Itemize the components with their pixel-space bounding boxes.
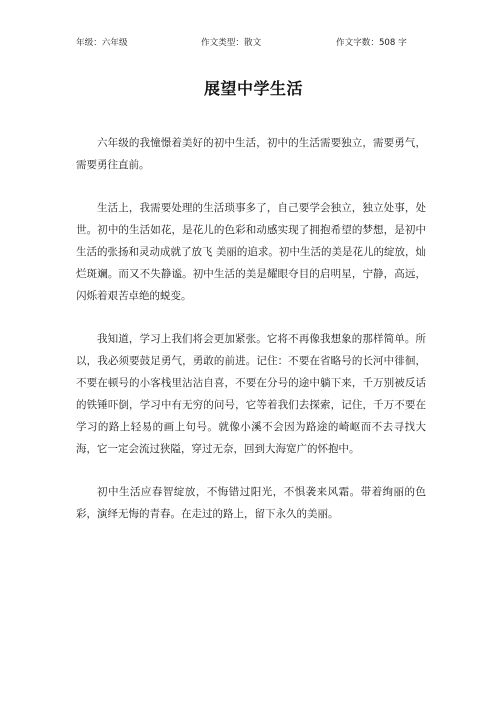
word-count-label: 作文字数：508 字 [336, 38, 407, 48]
essay-meta-header [76, 36, 434, 50]
essay-type-label: 作文类型：散文 [201, 38, 262, 48]
paragraph-4: 初中生活应春智绽放，不悔错过阳光，不惧袭来风霜。带着绚丽的色彩，演绎无悔的青春。在走过的路上，留下永久的美丽。 [76, 486, 426, 520]
paragraph-1: 六年级的我憧憬着美好的初中生活，初中的生活需要独立，需要勇气，需要勇往直前。 [76, 137, 426, 171]
essay-title: 展望中学生活 [203, 79, 303, 98]
paragraph-3: 我知道，学习上我们将会更加紧张。它将不再像我想象的那样简单。所以，我必须要鼓足勇气，勇敢的前进。记住：不要在省略号的长河中徘徊，不要在顿号的小客栈里沾沾自喜，不要在分号的途中躺下来，千万别被反话的铁锤吓倒，学习中有无穷的问号，它等着我们去探索，记住，千万不要在学习的路上轻易的画上句号。就像小溪不会因为路途的崎岖而不去寻找大海，它一定会流过狭隘，穿过无奈，回到大海宽广的怀抱中。 [76, 333, 426, 455]
paragraph-2: 生活上，我需要处理的生活琐事多了，自己要学会独立，独立处事，处世。初中的生活如花，是花儿的色彩和动感实现了拥抱希望的梦想，是初中生活的张扬和灵动成就了放飞 美丽的追求。初中生活的美是花儿的绽放，灿烂斑斓。而又不失静谧。初中生活的美是耀眼夺目的启明星，宁静，高远，闪烁着艰苦卓绝的蜕变。 [76, 202, 426, 302]
essay-body [76, 132, 426, 525]
grade-label: 年级：六年级 [76, 38, 128, 48]
